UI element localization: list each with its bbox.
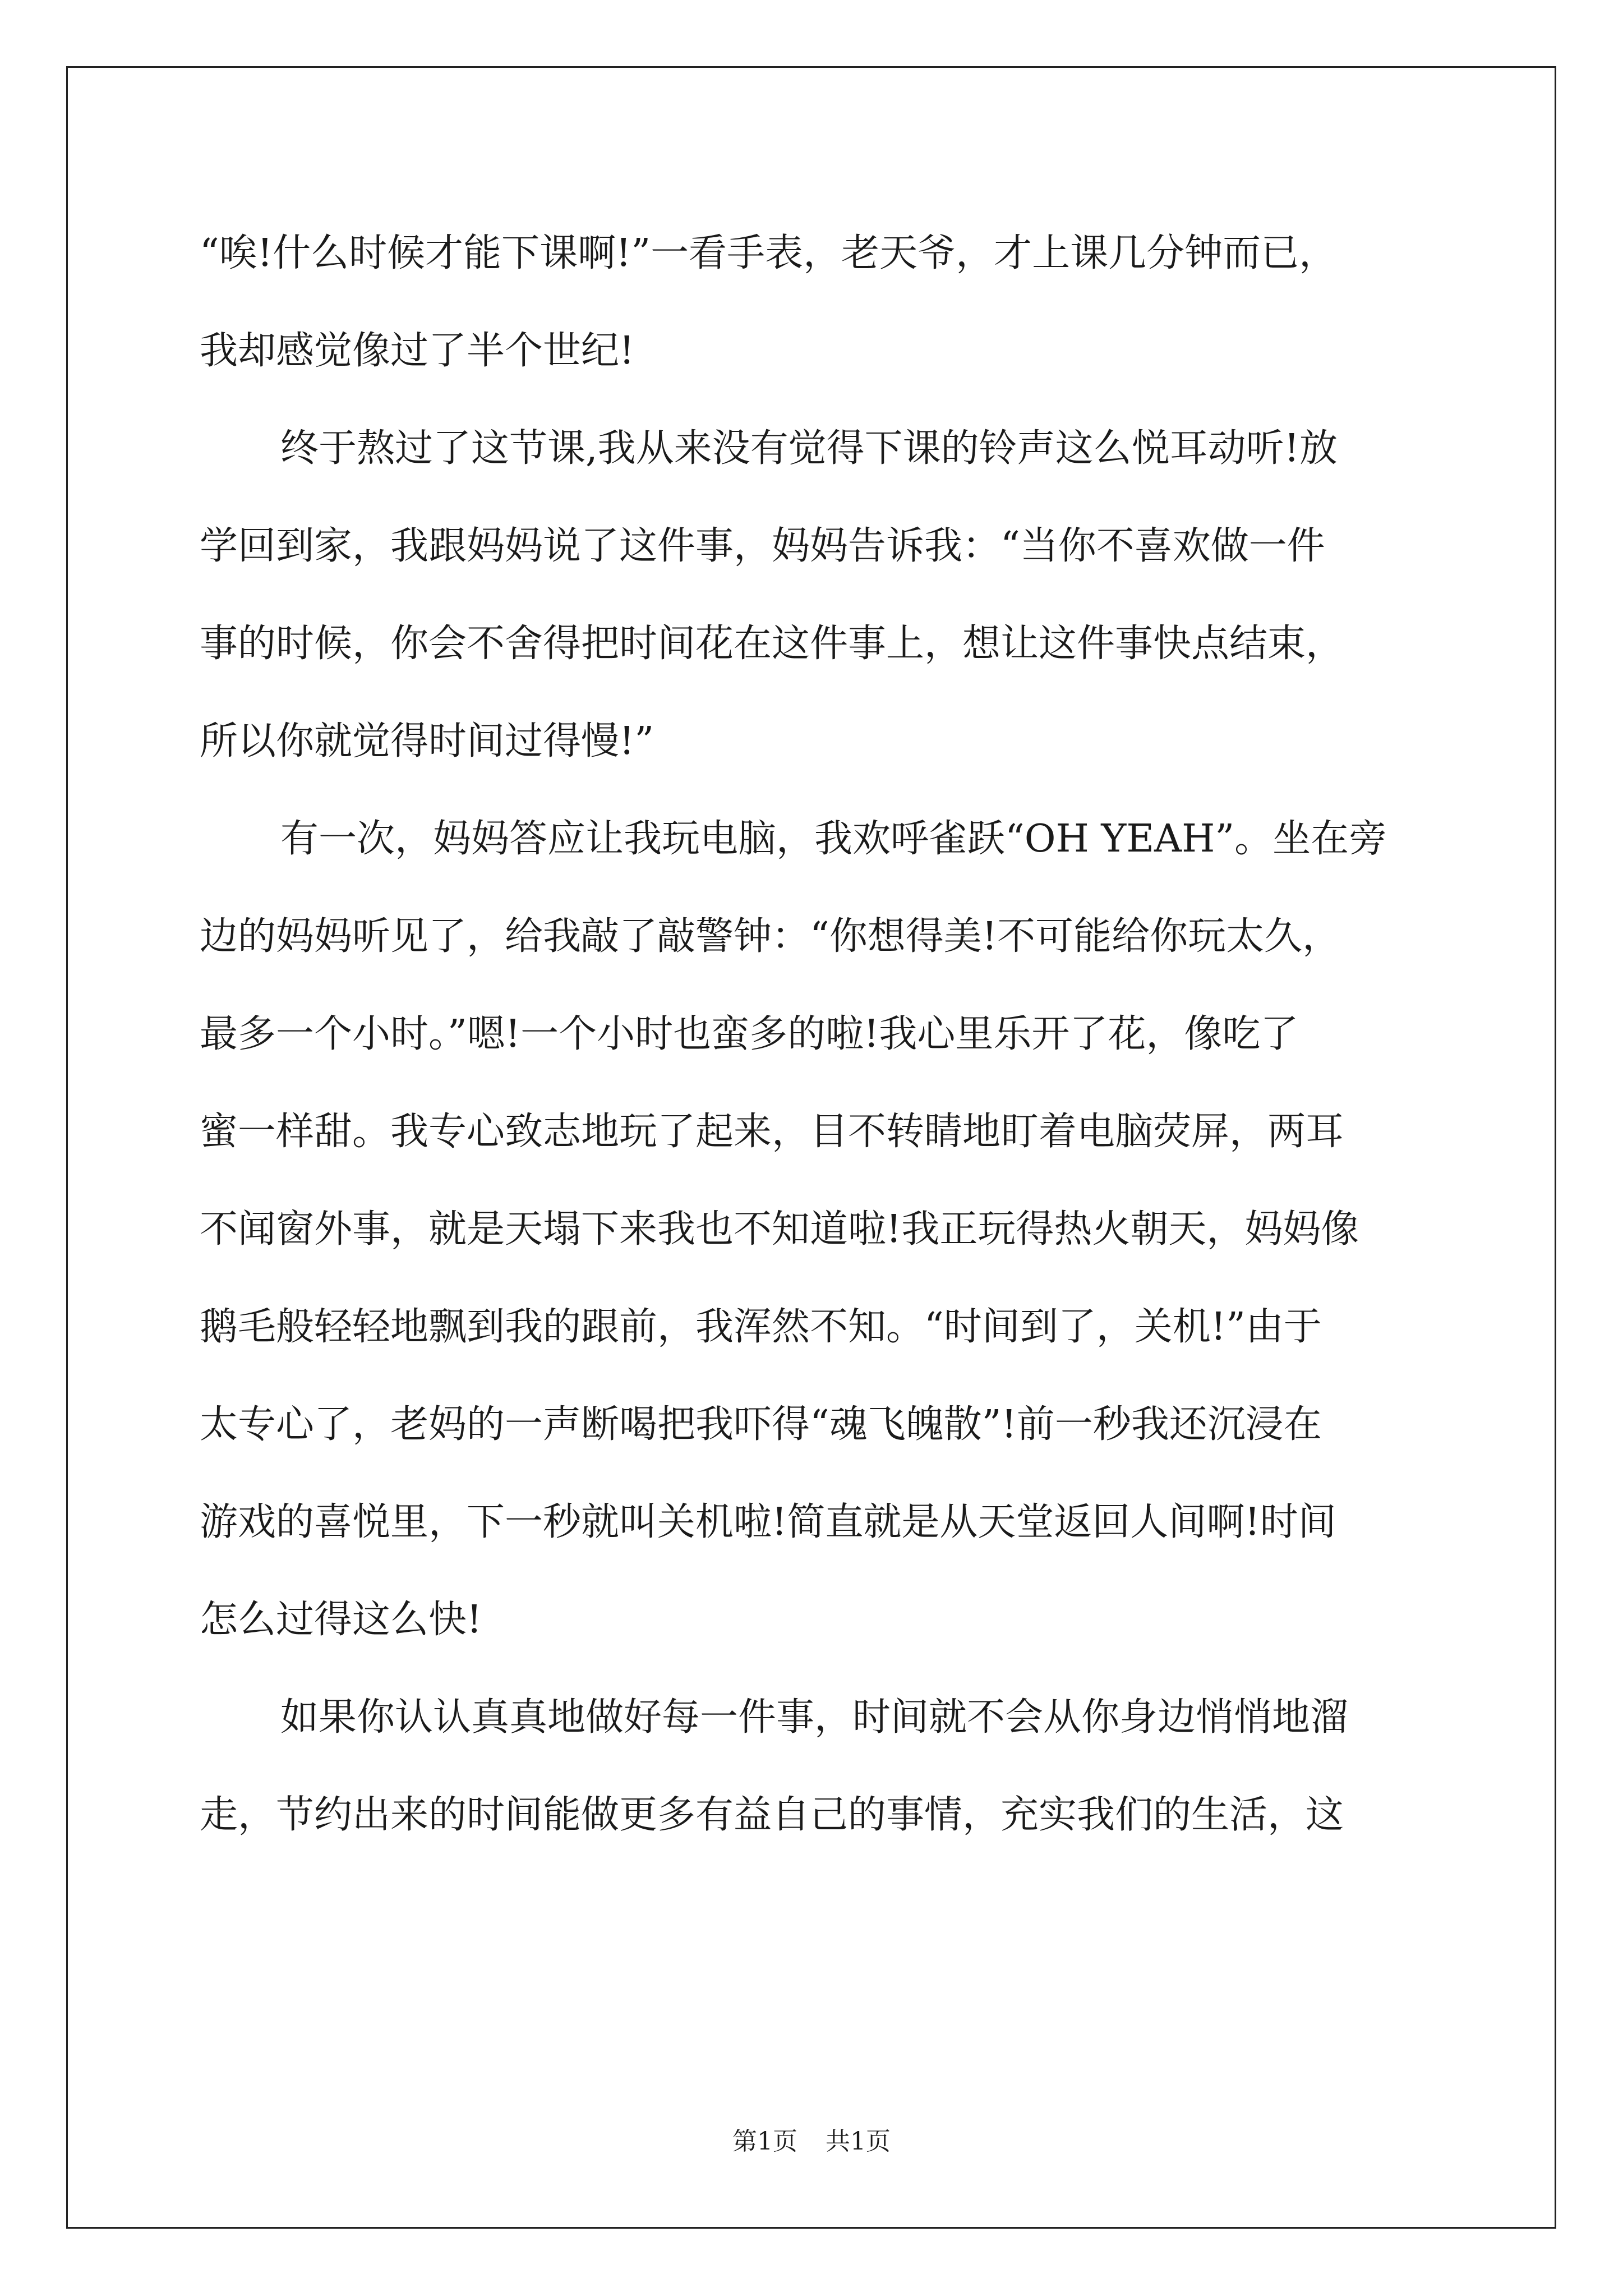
page-total: 共1页 (826, 2127, 891, 2156)
text-line: 边的妈妈听见了，给我敲了敲警钟：“你想得美!不可能给你玩太久， (200, 914, 1341, 959)
text-line: 不闻窗外事，就是天塌下来我也不知道啦!我正玩得热火朝天，妈妈像 (200, 1207, 1359, 1251)
text-line: 蜜一样甜。我专心致志地玩了起来，目不转睛地盯着电脑荧屏，两耳 (200, 1110, 1344, 1154)
text-line: 鹅毛般轻轻地飘到我的跟前，我浑然不知。“时间到了，关机!”由于 (200, 1305, 1322, 1349)
paragraph (200, 205, 1433, 400)
text-line: 走，节约出来的时间能做更多有益自己的事情，充实我们的生活，这 (200, 1793, 1344, 1837)
text-line: 太专心了，老妈的一声断喝把我吓得“魂飞魄散”!前一秒我还沉浸在 (200, 1402, 1322, 1447)
text-line: 学回到家，我跟妈妈说了这件事，妈妈告诉我：“当你不喜欢做一件 (200, 524, 1325, 568)
text-line: 有一次，妈妈答应让我玩电脑，我欢呼雀跃“OH YEAH”。坐在旁 (280, 817, 1387, 861)
text-line: 终于熬过了这节课,我从来没有觉得下课的铃声这么悦耳动听!放 (280, 426, 1338, 471)
page-footer (0, 2125, 1623, 2159)
text-line: 最多一个小时。”嗯!一个小时也蛮多的啦!我心里乐开了花，像吃了 (200, 1012, 1299, 1056)
text-line: 所以你就觉得时间过得慢!” (200, 719, 654, 763)
document-body (200, 205, 1433, 1864)
paragraph (200, 1669, 1433, 1864)
page-number: 第1页 (732, 2127, 797, 2156)
text-line: 我却感觉像过了半个世纪! (200, 329, 635, 373)
text-line: “唉!什么时候才能下课啊!”一看手表，老天爷，才上课几分钟而已， (200, 231, 1338, 275)
text-line: 游戏的喜悦里，下一秒就叫关机啦!简直就是从天堂返回人间啊!时间 (200, 1500, 1336, 1544)
text-line: 如果你认认真真地做好每一件事，时间就不会从你身边悄悄地溜 (280, 1695, 1349, 1740)
text-line: 怎么过得这么快! (200, 1598, 482, 1642)
paragraph (200, 400, 1433, 790)
text-line: 事的时候，你会不舍得把时间花在这件事上，想让这件事快点结束， (200, 622, 1344, 666)
paragraph (200, 790, 1433, 1669)
